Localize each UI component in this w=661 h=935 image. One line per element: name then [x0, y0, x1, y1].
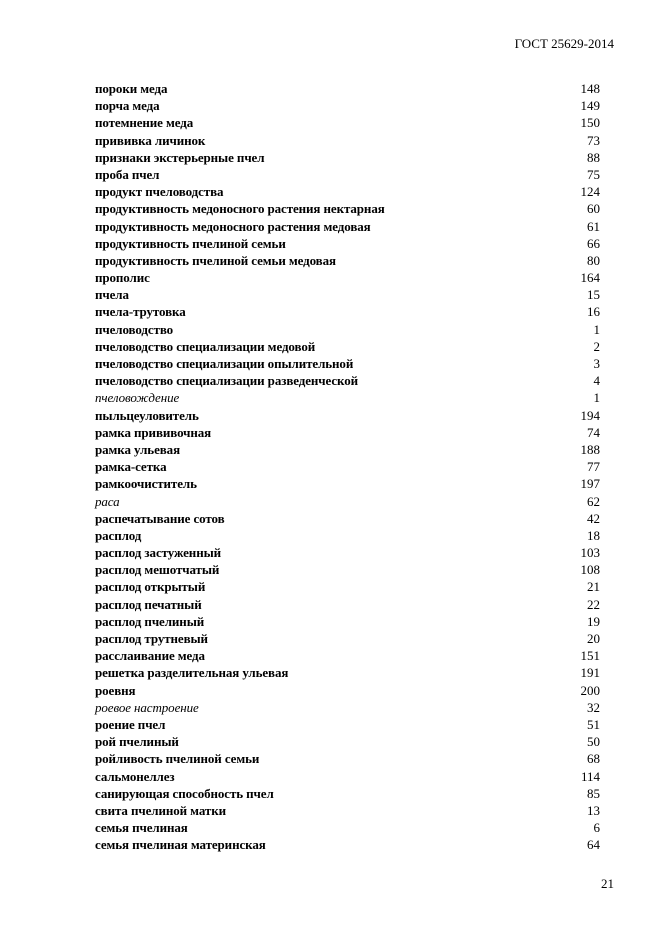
index-term: потемнение меда: [95, 115, 194, 131]
index-entry: [95, 458, 600, 475]
index-entry: [95, 682, 600, 699]
index-entry: [95, 183, 600, 200]
index-entry: [95, 785, 600, 802]
index-term: пчеловождение: [95, 390, 180, 406]
index-page-ref: 22: [587, 596, 600, 612]
index-term: продуктивность медоносного растения нектарная: [95, 201, 385, 217]
index-page-ref: 150: [580, 115, 600, 131]
index-page-ref: 1: [593, 390, 600, 406]
index-entry: [95, 252, 600, 269]
index-page-ref: 60: [587, 201, 600, 217]
index-term: роевня: [95, 682, 136, 698]
index-page-ref: 88: [587, 149, 600, 165]
index-term: продуктивность медоносного растения медовая: [95, 218, 371, 234]
index-term: семья пчелиная: [95, 820, 188, 836]
index-term: сальмонеллез: [95, 768, 175, 784]
index-page-ref: 6: [593, 820, 600, 836]
index-term: расплод печатный: [95, 596, 202, 612]
index-term: расплод: [95, 527, 142, 543]
index-entry: [95, 544, 600, 561]
index-term: продуктивность пчелиной семьи медовая: [95, 252, 336, 268]
index-page-ref: 16: [587, 304, 600, 320]
index-page-ref: 21: [587, 579, 600, 595]
index-term: пороки меда: [95, 81, 168, 96]
index-term: рамка-сетка: [95, 459, 167, 475]
index-page-ref: 32: [587, 699, 600, 715]
index-term: роение пчел: [95, 716, 166, 732]
index-entry: [95, 235, 600, 252]
index-page-ref: 124: [580, 184, 600, 200]
index-page-ref: 148: [580, 81, 600, 96]
index-page-ref: 103: [580, 545, 600, 561]
index-term: распечатывание сотов: [95, 510, 225, 526]
index-entry: [95, 613, 600, 630]
index-term: санирующая способность пчел: [95, 785, 274, 801]
index-term: продуктивность пчелиной семьи: [95, 235, 286, 251]
index-entry: [95, 286, 600, 303]
index-page-ref: 51: [587, 716, 600, 732]
index-entry: [95, 802, 600, 819]
index-entry: [95, 733, 600, 750]
index-page-ref: 4: [593, 373, 600, 389]
index-entry: [95, 578, 600, 595]
index-page-ref: 80: [587, 252, 600, 268]
index-term: расплод открытый: [95, 579, 206, 595]
index-page-ref: 77: [587, 459, 600, 475]
index-term: семья пчелиная материнская: [95, 837, 266, 853]
index-page-ref: 151: [580, 648, 600, 664]
index-page-ref: 200: [580, 682, 600, 698]
index-entry: [95, 836, 600, 853]
index-entry: [95, 630, 600, 647]
index-term: свита пчелиной матки: [95, 802, 226, 818]
index-term: пчела: [95, 287, 129, 303]
index-page-ref: 164: [580, 270, 600, 286]
index-entry: [95, 561, 600, 578]
index-page-ref: 188: [580, 441, 600, 457]
index-term: порча меда: [95, 98, 160, 114]
page-number: 21: [601, 876, 614, 891]
index-entry: [95, 647, 600, 664]
index-page-ref: 114: [580, 768, 600, 784]
index-entry: [95, 114, 600, 131]
index-term: прополис: [95, 270, 150, 286]
index-term: расплод пчелиный: [95, 613, 205, 629]
index-page-ref: 68: [587, 751, 600, 767]
index-page-ref: 74: [587, 424, 600, 440]
index-term: роевое настроение: [95, 699, 199, 715]
index-term: пчела-трутовка: [95, 304, 186, 320]
index-entry: [95, 699, 600, 716]
index-page-ref: 197: [580, 476, 600, 492]
index-entry: [95, 269, 600, 286]
index-entry: [95, 441, 600, 458]
index-term: раса: [95, 493, 120, 509]
term-index-list: [95, 80, 600, 853]
index-page-ref: 66: [587, 235, 600, 251]
index-term: рамка прививочная: [95, 424, 212, 440]
index-entry: [95, 424, 600, 441]
index-page-ref: 15: [587, 287, 600, 303]
index-entry: [95, 664, 600, 681]
index-entry: [95, 80, 600, 97]
index-page-ref: 20: [587, 631, 600, 646]
index-page-ref: 149: [580, 98, 600, 114]
index-page-ref: 2: [593, 338, 600, 354]
index-page-ref: 19: [587, 613, 600, 629]
index-entry: [95, 493, 600, 510]
index-entry: [95, 355, 600, 372]
index-page-ref: 42: [587, 510, 600, 526]
index-page-ref: 62: [587, 493, 600, 509]
index-term: признаки экстерьерные пчел: [95, 149, 265, 165]
index-entry: [95, 372, 600, 389]
index-entry: [95, 200, 600, 217]
index-term: рамкоочиститель: [95, 476, 197, 492]
index-term: расплод мешотчатый: [95, 562, 220, 578]
index-entry: [95, 475, 600, 492]
index-page-ref: 194: [580, 407, 600, 423]
index-page-ref: 108: [580, 562, 600, 578]
index-entry: [95, 321, 600, 338]
index-page-ref: 64: [587, 837, 600, 853]
index-page-ref: 50: [587, 734, 600, 750]
index-term: решетка разделительная ульевая: [95, 665, 289, 681]
index-term: рой пчелиный: [95, 734, 179, 750]
index-page-ref: 75: [587, 166, 600, 182]
index-entry: [95, 407, 600, 424]
index-term: пчеловодство специализации медовой: [95, 338, 316, 354]
index-entry: [95, 389, 600, 406]
index-page-ref: 61: [587, 218, 600, 234]
index-entry: [95, 527, 600, 544]
index-entry: [95, 768, 600, 785]
index-page-ref: 18: [587, 527, 600, 543]
index-term: пчеловодство: [95, 321, 174, 337]
index-entry: [95, 338, 600, 355]
index-term: ройливость пчелиной семьи: [95, 751, 260, 767]
index-term: расслаивание меда: [95, 648, 205, 664]
index-page-ref: 191: [580, 665, 600, 681]
index-term: прививка личинок: [95, 132, 206, 148]
index-entry: [95, 750, 600, 767]
index-page-ref: 1: [593, 321, 600, 337]
index-term: пчеловодство специализации разведенческой: [95, 373, 359, 389]
index-term: расплод застуженный: [95, 545, 222, 561]
index-entry: [95, 132, 600, 149]
index-entry: [95, 510, 600, 527]
index-entry: [95, 303, 600, 320]
index-term: пчеловодство специализации опылительной: [95, 356, 354, 371]
index-term: пыльцеуловитель: [95, 407, 199, 423]
index-entry: [95, 596, 600, 613]
index-page-ref: 3: [593, 356, 600, 371]
index-term: расплод трутневый: [95, 631, 208, 646]
index-entry: [95, 716, 600, 733]
index-entry: [95, 166, 600, 183]
index-page-ref: 85: [587, 785, 600, 801]
index-term: рамка ульевая: [95, 441, 180, 457]
index-page-ref: 73: [587, 132, 600, 148]
index-term: проба пчел: [95, 166, 160, 182]
index-page-ref: 13: [587, 802, 600, 818]
document-code: ГОСТ 25629-2014: [514, 36, 614, 51]
index-entry: [95, 149, 600, 166]
index-term: продукт пчеловодства: [95, 184, 224, 200]
index-entry: [95, 97, 600, 114]
index-entry: [95, 218, 600, 235]
index-entry: [95, 819, 600, 836]
